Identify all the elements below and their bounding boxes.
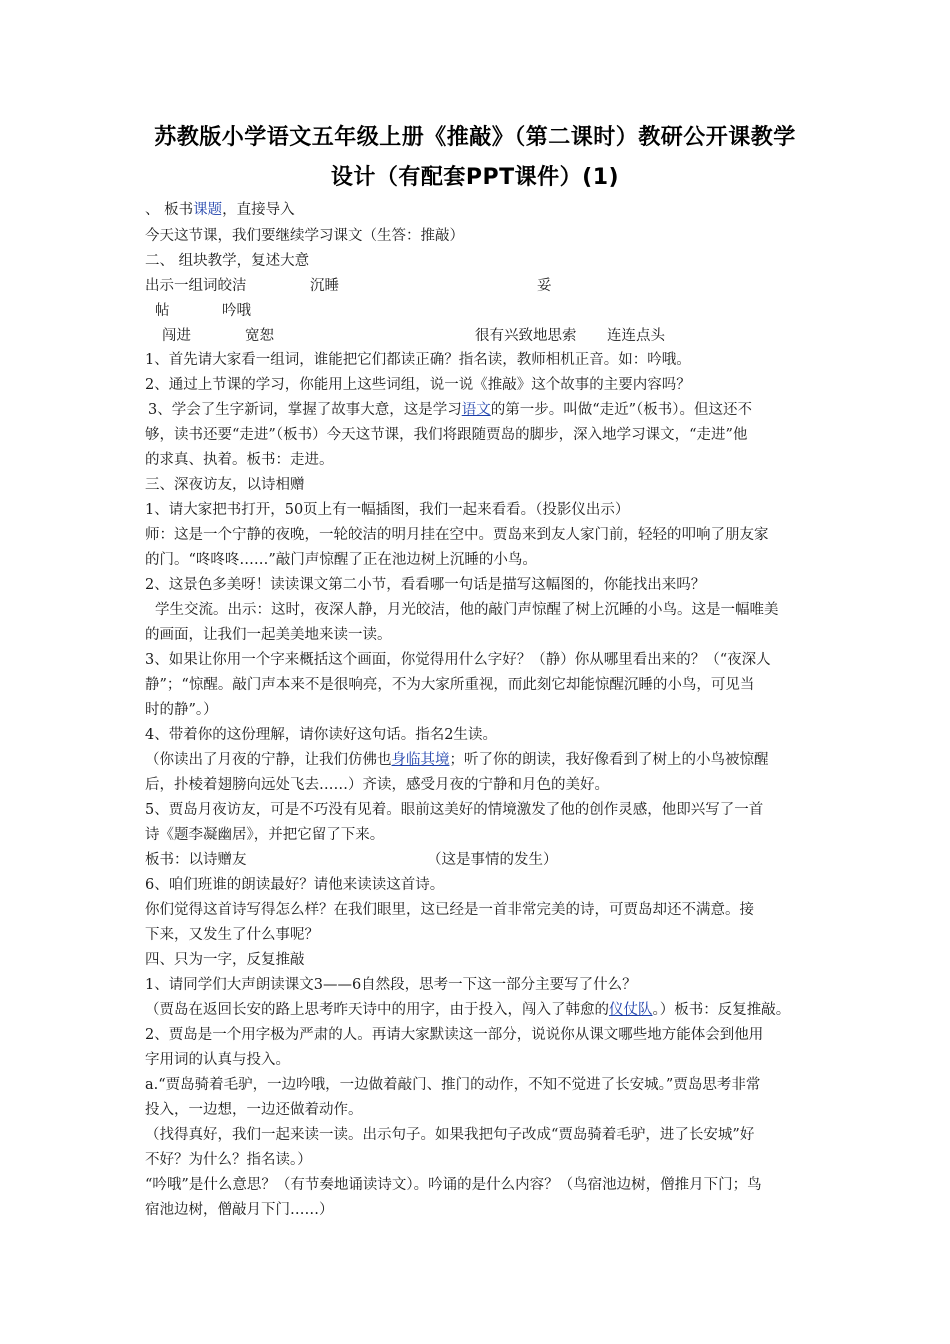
- text-segment: 宽恕: [245, 328, 274, 344]
- text-line: [145, 725, 497, 745]
- text-segment: 的第一步。叫做“走近”（板书）。但这还不: [490, 402, 753, 418]
- text-segment: ；听了你的朗读，我好像看到了树上的小鸟被惊醒: [449, 752, 769, 768]
- text-line: [145, 750, 769, 770]
- text-line: [145, 900, 754, 920]
- text-segment: 2、贾岛是一个用字极为严肃的人。再请大家默读这一部分，说说你从课文哪些地方能体会到他用: [145, 1027, 764, 1043]
- text-line: [145, 625, 392, 645]
- document-title-line-2: 设计（有配套PPT课件）(1): [330, 165, 620, 190]
- text-segment: 1、请大家把书打开，50页上有一幅插图，我们一起来看看。（投影仪出示）: [145, 502, 630, 518]
- text-segment: 学生交流。出示：这时，夜深人静，月光皎洁，他的敲门声惊醒了树上沉睡的小鸟。这是一幅唯美: [155, 602, 779, 618]
- text-line: [145, 475, 305, 495]
- text-segment: 1、首先请大家看一组词，谁能把它们都读正确？指名读，教师相机正音。如：吟哦。: [145, 352, 691, 368]
- text-line: [145, 450, 334, 470]
- text-line: [145, 1150, 312, 1170]
- text-segment: 板书：以诗赠友: [145, 852, 247, 868]
- text-segment: 今天这节课，我们要继续学习课文（生答：推敲）: [145, 228, 464, 244]
- text-segment: 四、只为一字，反复推敲: [145, 952, 305, 968]
- text-segment: 的求真、执着。板书：走进。: [145, 452, 334, 468]
- text-line: [145, 825, 384, 845]
- inline-link[interactable]: 语文: [461, 402, 491, 418]
- text-segment: 妥: [537, 278, 552, 294]
- text-line: [148, 400, 752, 420]
- text-segment: 诗《题李凝幽居》，并把它留了下来。: [145, 827, 385, 843]
- text-segment: 时的静”。）: [145, 702, 218, 718]
- text-segment: 。）板书：反复推敲。: [652, 1002, 791, 1018]
- text-line: [145, 350, 691, 370]
- text-line: [145, 500, 629, 520]
- text-line: [145, 1175, 762, 1195]
- text-line: [145, 1025, 763, 1045]
- text-segment: 不好？为什么？指名读。）: [145, 1152, 312, 1168]
- text-line: [145, 1075, 760, 1095]
- text-segment: 2、通过上节课的学习，你能用上这些词组，说一说《推敲》这个故事的主要内容吗？: [145, 377, 691, 393]
- text-segment: 很有兴致地思索: [475, 328, 577, 344]
- text-segment: 投入，一边想，一边还做着动作。: [145, 1102, 363, 1118]
- text-line: [145, 650, 771, 670]
- text-line: [145, 1125, 754, 1145]
- text-line: [145, 1100, 363, 1120]
- text-segment: ，直接导入: [222, 202, 295, 218]
- text-segment: （这是事情的发生）: [427, 852, 558, 868]
- inline-link[interactable]: 仪仗队: [609, 1002, 653, 1018]
- text-segment: 后，扑棱着翅膀向远处飞去……）齐读，感受月夜的宁静和月色的美好。: [145, 777, 609, 793]
- text-segment: 4、带着你的这份理解，请你读好这句话。指名2生读。: [145, 727, 497, 743]
- document-title-line-1: 苏教版小学语文五年级上册《推敲》（第二课时）教研公开课教学: [154, 125, 796, 150]
- text-segment: 6、咱们班谁的朗读最好？请他来读读这首诗。: [145, 877, 445, 893]
- text-line: [145, 850, 247, 870]
- text-line: [145, 525, 769, 545]
- text-line: [145, 575, 705, 595]
- text-line: [145, 700, 218, 720]
- text-segment: 吟哦: [222, 303, 251, 319]
- text-line: [145, 1000, 790, 1020]
- text-segment: 二、 组块教学，复述大意: [145, 253, 310, 269]
- text-segment: “吟哦”是什么意思？（有节奏地诵读诗文）。吟诵的是什么内容？（鸟宿池边树，僧推月下门；鸟: [145, 1177, 762, 1193]
- text-segment: （贾岛在返回长安的路上思考昨天诗中的用字，由于投入，闯入了韩愈的: [145, 1002, 609, 1018]
- text-line: [145, 1200, 334, 1220]
- text-line: [145, 950, 305, 970]
- text-line: [145, 251, 309, 271]
- text-segment: （你读出了月夜的宁静，让我们仿佛也: [145, 752, 392, 768]
- text-segment: 三、深夜访友，以诗相赠: [145, 477, 305, 493]
- text-segment: 连连点头: [607, 328, 665, 344]
- text-line: [145, 1050, 290, 1070]
- text-segment: 、 板书: [145, 202, 194, 218]
- text-segment: （找得真好，我们一起来读一读。出示句子。如果我把句子改成“贾岛骑着毛驴，进了长安城”好: [145, 1127, 755, 1143]
- text-segment: 宿池边树，僧敲月下门……）: [145, 1202, 334, 1218]
- text-line: [145, 375, 691, 395]
- text-segment: 3、如果让你用一个字来概括这个画面，你觉得用什么字好？（静）你从哪里看出来的？（“夜深人: [145, 652, 771, 668]
- text-line: [155, 600, 779, 620]
- inline-link[interactable]: 身临其境: [391, 752, 450, 768]
- text-segment: 1、请同学们大声朗读课文3——6自然段，思考一下这一部分主要写了什么？: [145, 977, 637, 993]
- text-line: [145, 276, 247, 296]
- text-segment: 下来，又发生了什么事呢？: [145, 927, 319, 943]
- text-segment: 闯进: [162, 328, 191, 344]
- text-segment: 静”；“惊醒。敲门声本来不是很响亮，不为大家所重视，而此刻它却能惊醒沉睡的小鸟，可见当: [145, 677, 755, 693]
- text-segment: 的画面，让我们一起美美地来读一读。: [145, 627, 392, 643]
- text-segment: 5、贾岛月夜访友，可是不巧没有见着。眼前这美好的情境激发了他的创作灵感，他即兴写了一首: [145, 802, 764, 818]
- text-line: [145, 975, 637, 995]
- text-line: [145, 226, 464, 246]
- text-segment: 师：这是一个宁静的夜晚，一轮皎洁的明月挂在空中。贾岛来到友人家门前，轻轻的叩响了朋友家: [145, 527, 769, 543]
- text-line: [145, 550, 537, 570]
- text-segment: 帖: [155, 303, 170, 319]
- text-line: [145, 925, 319, 945]
- text-segment: 的门。“咚咚咚……”敲门声惊醒了正在池边树上沉睡的小鸟。: [145, 552, 537, 568]
- text-line: [162, 326, 191, 346]
- text-line: [145, 200, 295, 220]
- text-segment: 3、学会了生字新词，掌握了故事大意，这是学习: [148, 402, 462, 418]
- text-segment: 2、这景色多美呀！读读课文第二小节，看看哪一句话是描写这幅图的，你能找出来吗？: [145, 577, 706, 593]
- text-segment: 够，读书还要“走进”（板书）今天这节课，我们将跟随贾岛的脚步，深入地学习课文，“走进”他: [145, 427, 748, 443]
- text-line: [155, 301, 170, 321]
- text-line: [145, 675, 754, 695]
- text-line: [145, 425, 747, 445]
- text-line: [145, 775, 609, 795]
- text-line: [145, 800, 763, 820]
- text-line: [145, 875, 444, 895]
- text-segment: 沉睡: [310, 278, 339, 294]
- inline-link[interactable]: 课题: [193, 202, 223, 218]
- text-segment: 出示一组词皎洁: [145, 278, 247, 294]
- text-segment: 你们觉得这首诗写得怎么样？在我们眼里，这已经是一首非常完美的诗，可贾岛却还不满意。接: [145, 902, 754, 918]
- text-segment: a.“贾岛骑着毛驴，一边吟哦，一边做着敲门、推门的动作，不知不觉进了长安城。”贾岛思考非常: [145, 1077, 761, 1093]
- text-segment: 字用词的认真与投入。: [145, 1052, 290, 1068]
